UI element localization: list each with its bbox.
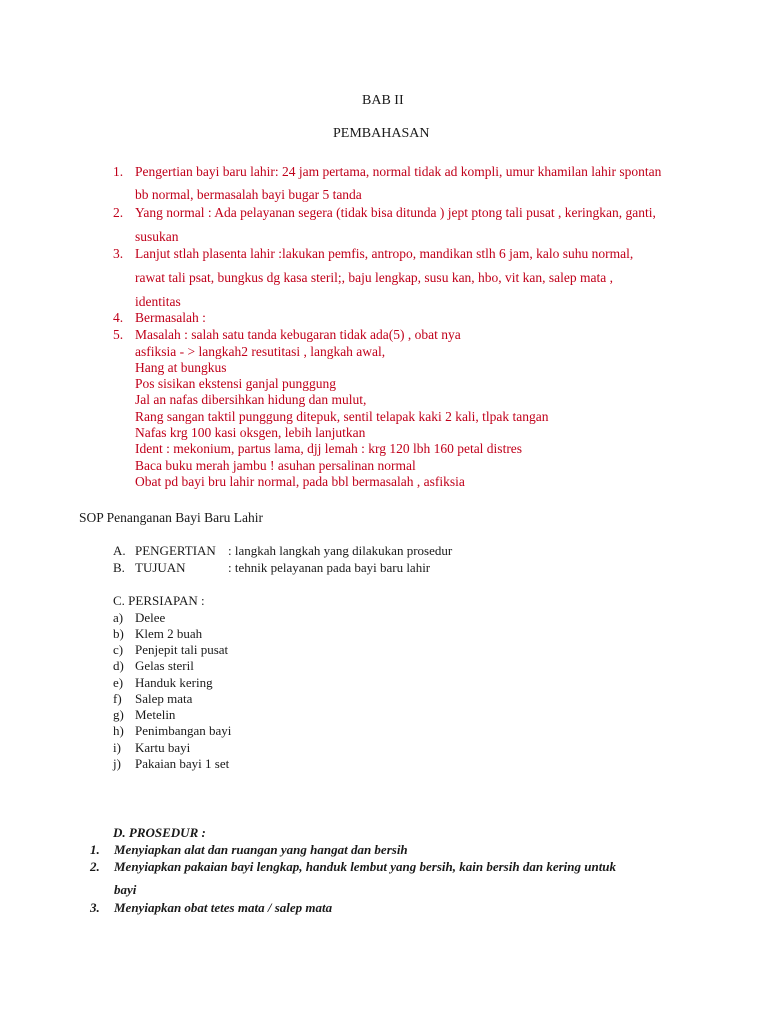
list-item-cont: rawat tali psat, bungkus dg kasa steril;, baju lengkap, susu kan, hbo, vit kan, salep mata , [135,270,614,285]
note-line: Nafas krg 100 kasi oksgen, lebih lanjutkan [135,425,366,440]
list-item-cont: bayi [114,882,137,897]
note-line: Hang at bungkus [135,360,227,375]
chapter-title: BAB II [362,93,404,108]
note-line: Jal an nafas dibersihkan hidung dan mulut, [135,392,367,407]
note-line: Pos sisikan ekstensi ganjal punggung [135,376,336,391]
list-item: c) Penjepit tali pusat [113,642,229,657]
prosedur-heading: D. PROSEDUR : [113,825,206,840]
note-line: Baca buku merah jambu ! asuhan persalinan normal [135,458,416,473]
list-item: d) Gelas steril [113,658,194,673]
list-item: 2. Menyiapkan pakaian bayi lengkap, handuk lembut yang bersih, kain bersih dan kering untuk [90,859,617,874]
list-item: 2. Yang normal : Ada pelayanan segera (tidak bisa ditunda ) jept ptong tali pusat , keringkan, ganti, [113,205,656,220]
note-line: Obat pd bayi bru lahir normal, pada bbl bermasalah , asfiksia [135,474,465,489]
list-item: 3. Menyiapkan obat tetes mata / salep mata [90,900,333,915]
list-item: b) Klem 2 buah [113,626,203,641]
definition-row: A. PENGERTIAN : langkah langkah yang dilakukan prosedur [113,543,453,558]
section-title: PEMBAHASAN [333,126,430,141]
list-item: h) Penimbangan bayi [113,723,232,738]
list-item-cont: identitas [135,294,181,309]
list-item: a) Delee [113,610,166,625]
list-item-cont: bb normal, bermasalah bayi bugar 5 tanda [135,187,362,202]
list-item: 1. Menyiapkan alat dan ruangan yang hangat dan bersih [90,842,408,857]
list-item: 5. Masalah : salah satu tanda kebugaran tidak ada(5) , obat nya [113,327,461,342]
persiapan-heading: C. PERSIAPAN : [113,593,205,608]
list-item-cont: susukan [135,229,179,244]
sop-title: SOP Penanganan Bayi Baru Lahir [79,510,263,525]
definition-row: B. TUJUAN : tehnik pelayanan pada bayi baru lahir [113,560,431,575]
note-line: Ident : mekonium, partus lama, djj lemah : krg 120 lbh 160 petal distres [135,441,523,456]
note-line: Rang sangan taktil punggung ditepuk, sentil telapak kaki 2 kali, tlpak tangan [135,409,549,424]
list-item: f) Salep mata [113,691,193,706]
list-item: g) Metelin [113,707,176,722]
list-item: 3. Lanjut stlah plasenta lahir :lakukan pemfis, antropo, mandikan stlh 6 jam, kalo suhu normal, [113,246,634,261]
list-item: 1. Pengertian bayi baru lahir: 24 jam pertama, normal tidak ad kompli, umur khamilan lahir spontan [113,164,662,179]
list-item: j) Pakaian bayi 1 set [113,756,230,771]
list-item: e) Handuk kering [113,675,213,690]
list-item: 4. Bermasalah : [113,310,206,325]
list-item: i) Kartu bayi [113,740,191,755]
note-line: asfiksia - > langkah2 resutitasi , langkah awal, [135,344,386,359]
